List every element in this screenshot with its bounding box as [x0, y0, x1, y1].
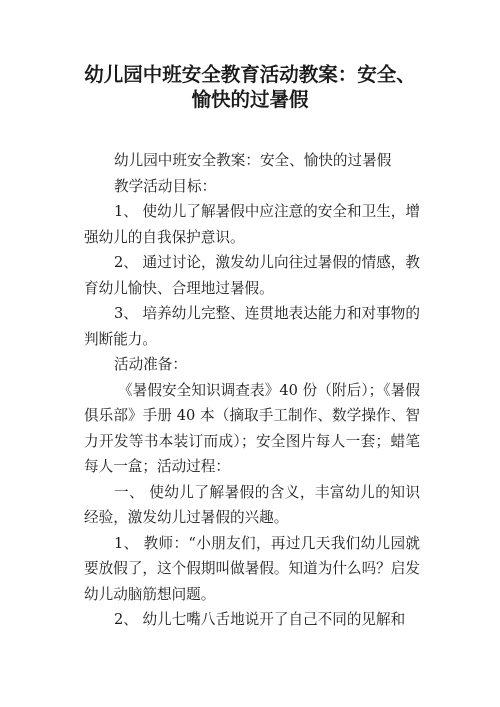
paragraph-subtitle: 幼儿园中班安全教案：安全、愉快的过暑假: [114, 152, 392, 169]
paragraph-preparation-heading: 活动准备：: [114, 356, 187, 373]
paragraph-goals-heading: 教学活动目标：: [114, 177, 217, 195]
paragraph-process-step-1-1: 1、 教师：“小朋友们，再过几天我们幼儿园就要放假了，这个假期叫做暑假。知道为什么吗？启发幼儿动脑筋想问题。: [84, 534, 420, 603]
paragraph-goal-3: 3、 培养幼儿完整、连贯地表达能力和对事物的判断能力。: [84, 305, 420, 348]
paragraph-goal-2: 2、 通过讨论，激发幼儿向往过暑假的情感，教育幼儿愉快、合理地过暑假。: [84, 254, 420, 297]
paragraph-process-step-1: 一、 使幼儿了解暑假的含义，丰富幼儿的知识经验，激发幼儿过暑假的兴趣。: [84, 483, 420, 526]
paragraph-preparation-details: 《暑假安全知识调查表》40 份（附后）；《暑假俱乐部》手册 40 本（摘取手工制作、数学操作、智力开发等书本装订而成）；安全图片每人一套；蜡笔每人一盒；活动过程：: [84, 381, 420, 475]
paragraph-process-step-1-2: 2、 幼儿七嘴八舌地说开了自己不同的见解和: [114, 611, 406, 628]
document-title-line-1: 幼儿园中班安全教育活动教案：安全、: [84, 63, 416, 86]
document-title-line-2: 愉快的过暑假: [191, 88, 309, 111]
paragraph-goal-1: 1、 使幼儿了解暑假中应注意的安全和卫生，增强幼儿的自我保护意识。: [84, 203, 420, 246]
document-body: [84, 148, 420, 633]
